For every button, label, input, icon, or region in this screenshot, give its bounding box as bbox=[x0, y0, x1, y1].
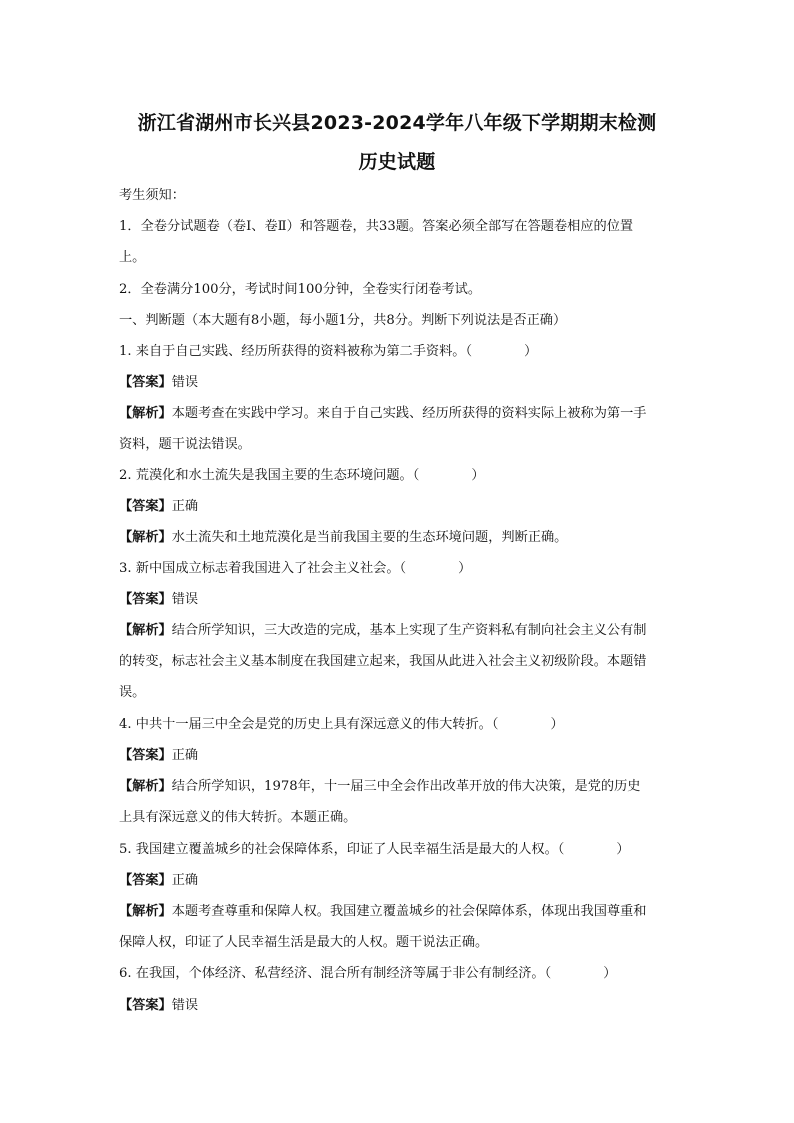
question-5 bbox=[119, 840, 630, 860]
analysis-3 bbox=[119, 621, 647, 641]
answer-label: 【答案】 bbox=[119, 873, 172, 888]
analysis-label: 【解析】 bbox=[119, 623, 172, 638]
answer-5 bbox=[119, 871, 198, 891]
answer-label: 【答案】 bbox=[119, 499, 172, 514]
section-heading: 一、判断题（本大题有8小题，每小题1分，共8分。判断下列说法是否正确） bbox=[119, 313, 567, 328]
answer-value: 正确 bbox=[171, 748, 199, 763]
answer-blank-open: （ bbox=[465, 344, 473, 359]
analysis-2 bbox=[119, 528, 567, 548]
answer-label: 【答案】 bbox=[119, 375, 172, 390]
answer-1 bbox=[119, 373, 198, 393]
analysis-text: 结合所学知识，三大改造的完成，基本上实现了生产资料私有制向社会主义公有制 bbox=[171, 623, 647, 638]
notice-item-1: 1．全卷分试题卷（卷Ⅰ、卷Ⅱ）和答题卷，共33题。答案必须全部写在答题卷相应的位置 bbox=[119, 219, 634, 234]
analysis-text: 本题考查尊重和保障人权。我国建立覆盖城乡的社会保障体系，体现出我国尊重和 bbox=[171, 904, 647, 919]
answer-3 bbox=[119, 590, 198, 610]
analysis-text: 结合所学知识，1978年，十一届三中全会作出改革开放的伟大决策，是党的历史 bbox=[171, 779, 641, 794]
answer-blank-open: （ bbox=[412, 468, 420, 483]
answer-blank-close: ） bbox=[524, 344, 538, 359]
answer-label: 【答案】 bbox=[119, 998, 172, 1013]
question-1 bbox=[119, 342, 537, 362]
answer-blank-close: ） bbox=[471, 468, 485, 483]
analysis-4 bbox=[119, 777, 641, 797]
analysis-1 bbox=[119, 404, 647, 424]
answer-label: 【答案】 bbox=[119, 592, 172, 607]
analysis-label: 【解析】 bbox=[119, 904, 172, 919]
answer-value: 错误 bbox=[171, 375, 199, 390]
answer-value: 错误 bbox=[171, 998, 199, 1013]
answer-blank-close: ） bbox=[550, 717, 564, 732]
answer-blank-open: （ bbox=[557, 842, 565, 857]
question-text: 6. 在我国，个体经济、私营经济、混合所有制经济等属于非公有制经济。 bbox=[119, 966, 545, 981]
analysis-5-cont: 保障人权，印证了人民幸福生活是最大的人权。题干说法正确。 bbox=[119, 935, 489, 950]
question-text: 3. 新中国成立标志着我国进入了社会主义社会。 bbox=[119, 561, 400, 576]
analysis-3-cont2: 误。 bbox=[119, 685, 146, 700]
analysis-label: 【解析】 bbox=[119, 406, 172, 421]
analysis-text: 水土流失和土地荒漠化是当前我国主要的生态环境问题，判断正确。 bbox=[171, 530, 568, 545]
answer-blank-close: ） bbox=[603, 966, 617, 981]
document-title: 浙江省湖州市长兴县2023-2024学年八年级下学期期末检测 bbox=[137, 112, 657, 134]
analysis-text: 本题考查在实践中学习。来自于自己实践、经历所获得的资料实际上被称为第一手 bbox=[171, 406, 647, 421]
question-3 bbox=[119, 559, 471, 579]
question-text: 1. 来自于自己实践、经历所获得的资料被称为第二手资料。 bbox=[119, 344, 466, 359]
answer-2 bbox=[119, 497, 198, 517]
question-2 bbox=[119, 466, 485, 486]
answer-value: 正确 bbox=[171, 499, 199, 514]
question-text: 5. 我国建立覆盖城乡的社会保障体系，印证了人民幸福生活是最大的人权。 bbox=[119, 842, 558, 857]
analysis-3-cont: 的转变，标志社会主义基本制度在我国建立起来，我国从此进入社会主义初级阶段。本题错 bbox=[119, 654, 647, 669]
notice-item-2: 2．全卷满分100分，考试时间100分钟，全卷实行闭卷考试。 bbox=[119, 282, 482, 297]
answer-4 bbox=[119, 746, 198, 766]
document-subtitle: 历史试题 bbox=[358, 151, 436, 173]
analysis-5 bbox=[119, 902, 647, 922]
answer-6 bbox=[119, 996, 198, 1016]
question-text: 4. 中共十一届三中全会是党的历史上具有深远意义的伟大转折。 bbox=[119, 717, 492, 732]
answer-blank-open: （ bbox=[491, 717, 499, 732]
question-4 bbox=[119, 715, 564, 735]
analysis-4-cont: 上具有深远意义的伟大转折。本题正确。 bbox=[119, 810, 357, 825]
analysis-label: 【解析】 bbox=[119, 530, 172, 545]
notice-item-1-cont: 上。 bbox=[119, 250, 146, 265]
answer-blank-close: ） bbox=[616, 842, 630, 857]
question-text: 2. 荒漠化和水土流失是我国主要的生态环境问题。 bbox=[119, 468, 413, 483]
answer-blank-open: （ bbox=[544, 966, 552, 981]
answer-value: 错误 bbox=[171, 592, 199, 607]
answer-blank-open: （ bbox=[399, 561, 407, 576]
analysis-1-cont: 资料，题干说法错误。 bbox=[119, 437, 251, 452]
answer-blank-close: ） bbox=[458, 561, 472, 576]
question-6 bbox=[119, 964, 616, 984]
answer-label: 【答案】 bbox=[119, 748, 172, 763]
answer-value: 正确 bbox=[171, 873, 199, 888]
analysis-label: 【解析】 bbox=[119, 779, 172, 794]
notice-label: 考生须知： bbox=[119, 188, 185, 203]
